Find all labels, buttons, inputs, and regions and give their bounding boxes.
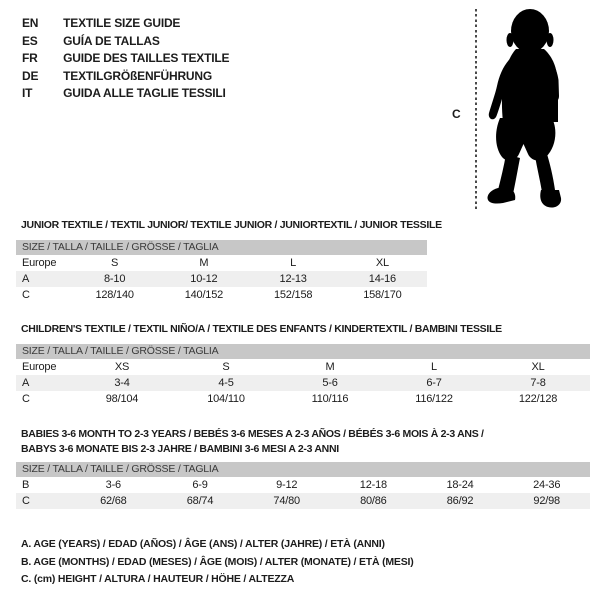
lang-title: GUÍA DE TALLAS — [63, 33, 160, 48]
legend-block — [21, 536, 414, 589]
section-title: CHILDREN'S TEXTILE / TEXTIL NIÑO/A / TEXTILE DES ENFANTS / KINDERTEXTIL / BAMBINI TESSILE — [21, 323, 502, 335]
age-cell: 14-16 — [368, 273, 396, 285]
row-label: A — [22, 273, 30, 285]
age-cell: 6-7 — [426, 377, 442, 389]
section-title-line2: BABYS 3-6 MONATE BIS 2-3 JAHRE / BAMBINI 3-6 MESI A 2-3 ANNI — [21, 442, 339, 455]
age-cell: 12-13 — [279, 273, 307, 285]
table-row — [16, 255, 427, 271]
table-row — [16, 271, 427, 287]
height-cell: 128/140 — [95, 289, 134, 301]
size-cell: L — [431, 361, 437, 373]
age-cell: 9-12 — [276, 479, 298, 491]
size-cell: S — [111, 257, 119, 269]
babies-textile-section — [16, 427, 590, 509]
height-cell: 98/104 — [105, 393, 139, 405]
lang-row-en — [22, 15, 229, 33]
table-row — [16, 359, 590, 375]
toddler-silhouette-image — [485, 8, 567, 210]
size-cell: XL — [375, 257, 389, 269]
height-cell: 62/68 — [100, 495, 127, 507]
section-title — [16, 427, 590, 456]
lang-code: DE — [22, 68, 39, 83]
age-cell: 18-24 — [446, 479, 474, 491]
height-dashed-line — [475, 9, 477, 209]
height-cell: 104/110 — [207, 393, 245, 405]
size-cell: M — [325, 361, 335, 373]
height-cell: 86/92 — [446, 495, 474, 507]
lang-title: TEXTILGRÖßENFÜHRUNG — [63, 68, 213, 83]
height-cell: 74/80 — [273, 495, 300, 507]
height-cell: 152/158 — [273, 289, 313, 301]
row-label: C — [22, 393, 30, 405]
lang-title: GUIDA ALLE TAGLIE TESSILI — [63, 86, 226, 100]
size-cell: M — [199, 257, 209, 269]
lang-code: EN — [22, 16, 39, 30]
lang-row-de — [22, 68, 229, 86]
size-cell: S — [222, 361, 230, 373]
age-cell: 8-10 — [104, 273, 126, 285]
height-cell: 158/170 — [363, 289, 402, 301]
height-cell: 110/116 — [311, 393, 349, 405]
age-cell: 24-36 — [533, 479, 561, 491]
height-cell: 68/74 — [186, 495, 214, 507]
table-row — [16, 375, 590, 391]
legend-age-months: B. AGE (MONTHS) / EDAD (MESES) / ÂGE (MOIS) / ALTER (MONATE) / ETÀ (MESI) — [21, 555, 414, 568]
junior-textile-section — [16, 219, 442, 303]
size-header-bar: SIZE / TALLA / TAILLE / GRÖSSE / TAGLIA — [16, 344, 590, 359]
age-cell: 5-6 — [322, 377, 338, 389]
lang-code: IT — [22, 86, 33, 100]
size-header-bar: SIZE / TALLA / TAILLE / GRÖSSE / TAGLIA — [16, 240, 427, 255]
lang-row-fr — [22, 50, 229, 68]
lang-code: FR — [22, 51, 38, 65]
age-cell: 6-9 — [192, 479, 208, 491]
section-title-line1: BABIES 3-6 MONTH TO 2-3 YEARS / BEBÉS 3-6 MESES A 2-3 AÑOS / BÉBÉS 3-6 MOIS À 2-3 ANS / — [21, 428, 484, 440]
size-cell: L — [290, 257, 297, 269]
table-row — [16, 391, 590, 407]
size-cell: XS — [114, 361, 130, 373]
lang-row-it — [22, 85, 229, 103]
table-row — [16, 477, 590, 493]
height-cell: 122/128 — [518, 393, 558, 405]
language-title-block — [22, 15, 229, 103]
height-cell: 92/98 — [533, 495, 560, 507]
lang-code: ES — [22, 33, 38, 48]
size-header-bar: SIZE / TALLA / TAILLE / GRÖSSE / TAGLIA — [16, 462, 590, 477]
height-measure-label: C — [452, 107, 461, 121]
row-label: Europe — [22, 361, 57, 373]
height-cell: 140/152 — [184, 289, 224, 301]
lang-title: GUIDE DES TAILLES TEXTILE — [63, 51, 230, 65]
age-cell: 10-12 — [190, 273, 218, 285]
table-row — [16, 287, 427, 303]
row-label: Europe — [22, 257, 57, 269]
legend-age-years: A. AGE (YEARS) / EDAD (AÑOS) / ÂGE (ANS) / ALTER (JAHRE) / ETÀ (ANNI) — [21, 538, 385, 550]
age-cell: 4-5 — [218, 377, 234, 389]
lang-title: TEXTILE SIZE GUIDE — [63, 16, 181, 30]
height-cell: 80/86 — [360, 495, 387, 507]
size-cell: XL — [531, 361, 545, 373]
age-cell: 3-6 — [105, 479, 121, 491]
table-row — [16, 493, 590, 509]
row-label: B — [22, 479, 30, 491]
age-cell: 7-8 — [530, 377, 546, 389]
row-label: A — [22, 377, 30, 389]
row-label: C — [22, 495, 30, 507]
age-cell: 3-4 — [114, 377, 130, 389]
lang-row-es — [22, 33, 229, 51]
row-label: C — [22, 289, 30, 301]
age-cell: 12-18 — [359, 479, 387, 491]
section-title: JUNIOR TEXTILE / TEXTIL JUNIOR/ TEXTILE JUNIOR / JUNIORTEXTIL / JUNIOR TESSILE — [21, 219, 442, 231]
legend-height-cm: C. (cm) HEIGHT / ALTURA / HAUTEUR / HÖHE / ALTEZZA — [21, 573, 295, 585]
childrens-textile-section — [16, 323, 590, 407]
height-cell: 116/122 — [415, 393, 453, 405]
